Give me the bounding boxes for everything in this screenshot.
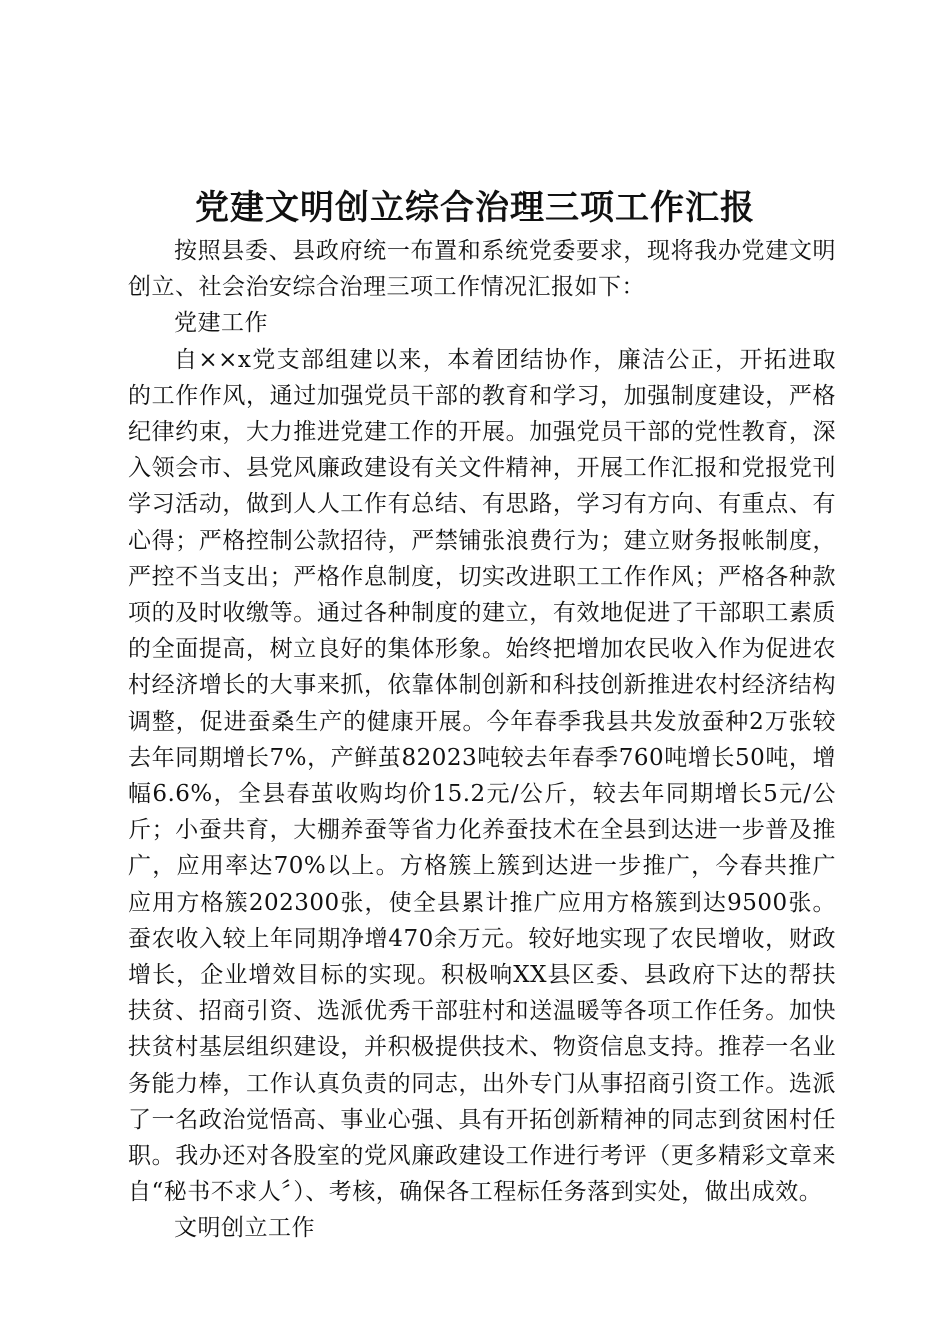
section-heading-civilization: 文明创立工作 xyxy=(174,1215,315,1242)
document-title: 党建文明创立综合治理三项工作汇报 xyxy=(195,188,755,228)
intro-paragraph: 按照县委、县政府统一布置和系统党委要求，现将我办党建文明创立、社会治安综合治理三项工作情况汇报如下： xyxy=(128,238,836,301)
document-body xyxy=(128,233,836,1247)
section-heading-party-building: 党建工作 xyxy=(174,310,268,337)
party-building-paragraph: 自××x党支部组建以来，本着团结协作，廉洁公正，开拓进取的工作作风，通过加强党员干部的教育和学习，加强制度建设，严格纪律约束，大力推进党建工作的开展。加强党员干部的党性教育，深入领会市、县党风廉政建设有关文件精神，开展工作汇报和党报党刊学习活动，做到人人工作有总结、有思路，学习有方向、有重点、有心得；严格控制公款招待，严禁铺张浪费行为；建立财务报帐制度，严控不当支出；严格作息制度，切实改进职工工作作风；严格各种款项的及时收缴等。通过各种制度的建立，有效地促进了干部职工素质的全面提高，树立良好的集体形象。始终把增加农民收入作为促进农村经济增长的大事来抓，依靠体制创新和科技创新推进农村经济结构调整，促进蚕桑生产的健康开展。今年春季我县共发放蚕种2万张较去年同期增长7%，产鲜茧82023吨较去年春季760吨增长50吨，增幅6.6%，全县春茧收购均价15.2元/公斤，较去年同期增长5元/公斤；小蚕共育，大棚养蚕等省力化养蚕技术在全县到达进一步普及推广，应用率达70%以上。方格簇上簇到达进一步推广，今春共推广应用方格簇202300张，使全县累计推广应用方格簇到达9500张。蚕农收入较上年同期净增470余万元。较好地实现了农民增收，财政增长，企业增效目标的实现。积极响XX县区委、县政府下达的帮扶扶贫、招商引资、选派优秀干部驻村和送温暖等各项工作任务。加快扶贫村基层组织建设，并积极提供技术、物资信息支持。推荐一名业务能力棒，工作认真负责的同志，出外专门从事招商引资工作。选派了一名政治觉悟高、事业心强、具有开拓创新精神的同志到贫困村任职。我办还对各股室的党风廉政建设工作进行考评（更多精彩文章来自“秘书不求人〞）、考核，确保各工程标任务落到实处，做出成效。 xyxy=(128,346,836,1206)
